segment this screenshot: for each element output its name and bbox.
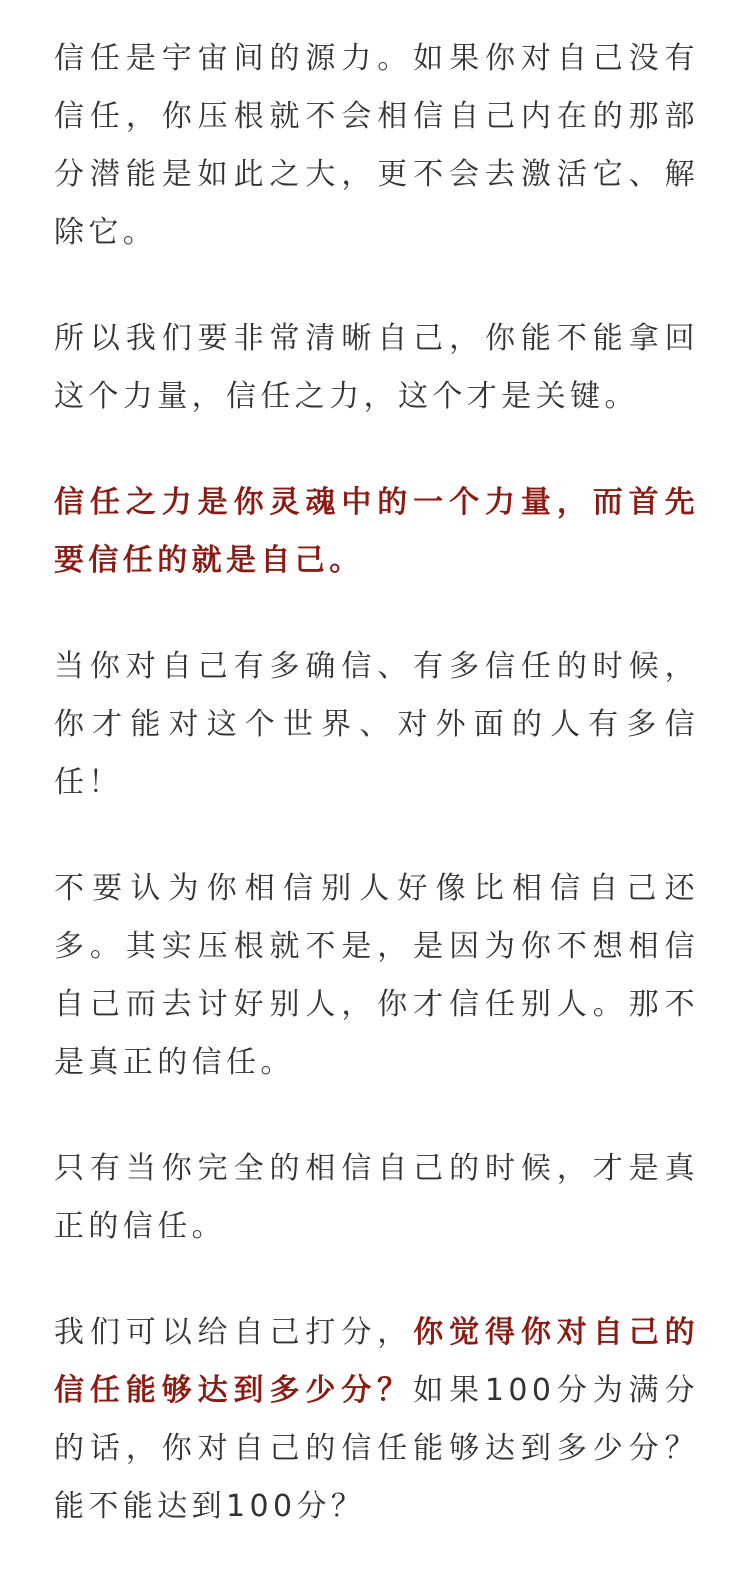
paragraph-4: 当你对自己有多确信、有多信任的时候，你才能对这个世界、对外面的人有多信任！ [54, 649, 699, 800]
paragraph-7-lead: 我们可以给自己打分， [54, 1315, 414, 1350]
emphasized-paragraph: 信任之力是你灵魂中的一个力量，而首先要信任的就是自己。 [54, 485, 699, 578]
paragraph-7-tail: 如果100分为满分的话，你对自己的信任能够达到多少分？能不能达到100分？ [54, 1373, 699, 1524]
highlighted-question: 你觉得你对自己的信任能够达到多少分？ [54, 1315, 700, 1408]
paragraph-6: 只有当你完全的相信自己的时候，才是真正的信任。 [54, 1151, 699, 1244]
paragraph-7 [54, 1304, 699, 1536]
article-body [54, 30, 699, 1584]
paragraph-2: 所以我们要非常清晰自己，你能不能拿回这个力量，信任之力，这个才是关键。 [54, 321, 699, 414]
paragraph-5: 不要认为你相信别人好像比相信自己还多。其实压根就不是，是因为你不想相信自己而去讨好别人，你才信任别人。那不是真正的信任。 [54, 871, 699, 1080]
paragraph-1: 信任是宇宙间的源力。如果你对自己没有信任，你压根就不会相信自己内在的那部分潜能是如此之大，更不会去激活它、解除它。 [54, 41, 699, 250]
